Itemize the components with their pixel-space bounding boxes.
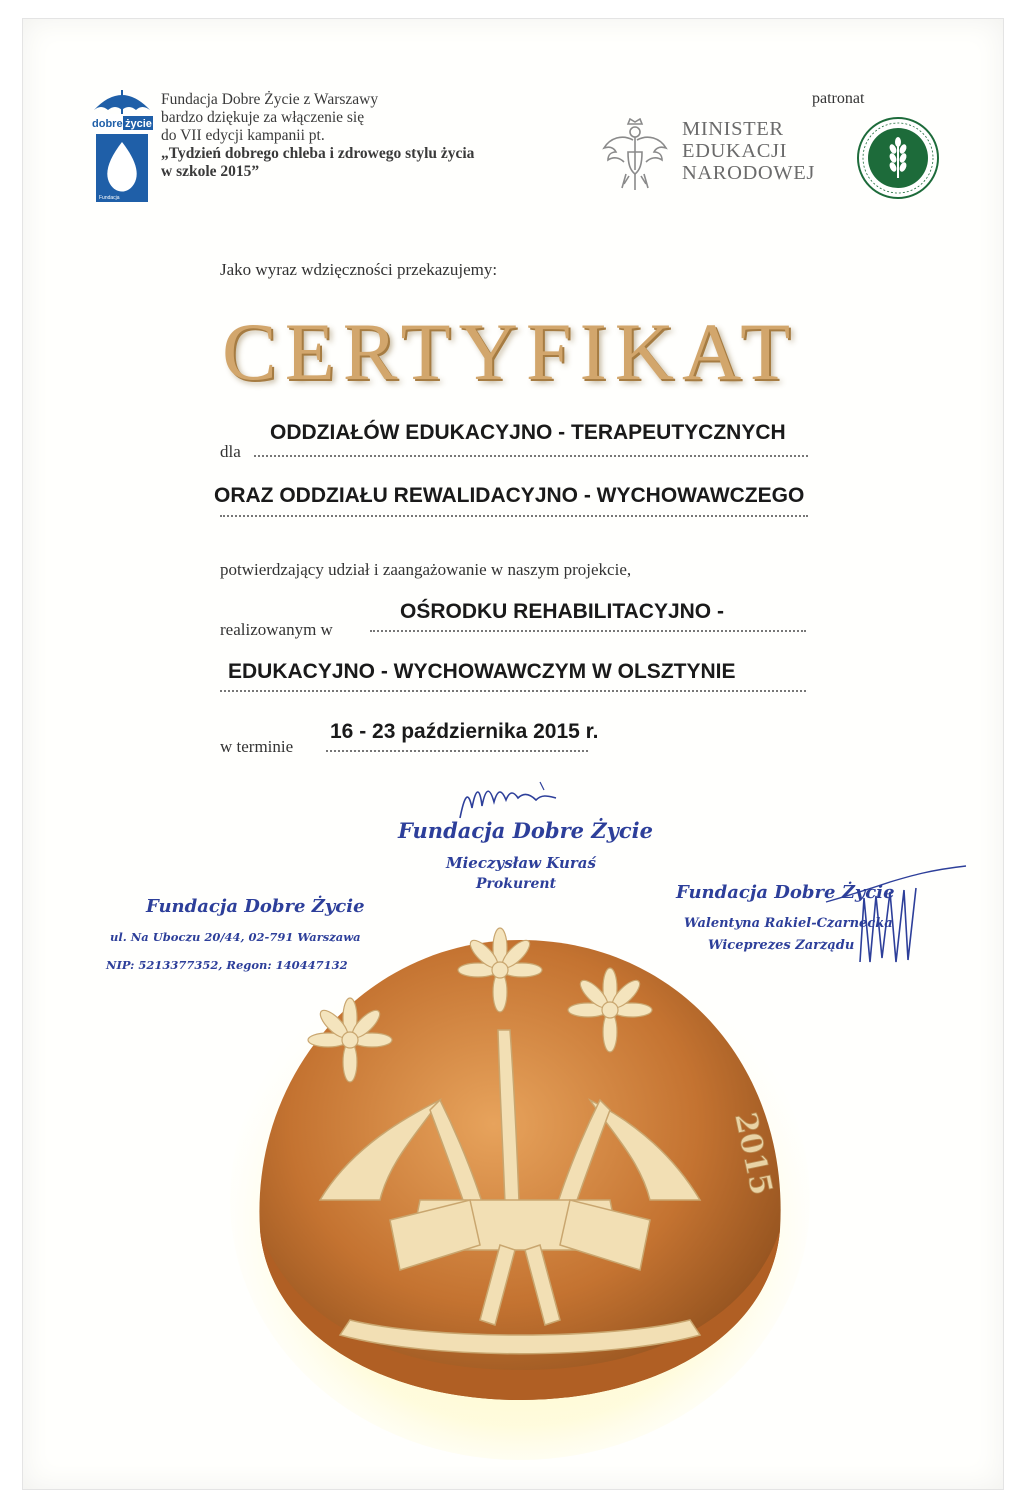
svg-text:życie: życie <box>125 118 152 130</box>
stamp-center-name: Mieczysław Kuraś <box>446 854 596 872</box>
stamp-right-org: Fundacja Dobre Życie <box>676 882 895 903</box>
stamp-left-org: Fundacja Dobre Życie <box>146 896 365 917</box>
svg-text:Fundacja: Fundacja <box>99 195 120 201</box>
polish-eagle-icon <box>600 118 670 192</box>
dobre-zycie-logo <box>90 80 154 202</box>
recipient-line-1: ODDZIAŁÓW EDUKACYJNO - TERAPEUTYCZNYCH <box>270 421 786 444</box>
svg-text:dobre: dobre <box>92 118 123 130</box>
stamp-center-role: Prokurent <box>476 876 557 892</box>
ministry-seal-icon <box>856 116 940 200</box>
dotted-line <box>254 455 808 457</box>
stamp-center-org: Fundacja Dobre Życie <box>398 818 653 843</box>
header-line: do VII edycji kampanii pt. <box>161 127 325 144</box>
confirmation-text: potwierdzający udział i zaangażowanie w naszym projekcie, <box>220 560 632 579</box>
place-line-1: OŚRODKU REHABILITACYJNO - <box>400 600 724 623</box>
stamp-right-name: Walentyna Rakiel-Czarnecka <box>684 916 893 931</box>
decorated-bread-image <box>230 900 810 1460</box>
signature-right <box>820 862 970 972</box>
realized-label: realizowanym w <box>220 620 333 639</box>
ministry-line: MINISTER <box>682 118 784 140</box>
dotted-line <box>326 750 588 752</box>
header-line: Fundacja Dobre Życie z Warszawy <box>161 91 379 108</box>
bread-year: 2015 <box>727 1109 779 1199</box>
patronat-label: patronat <box>812 90 865 107</box>
campaign-title-line: w szkole 2015” <box>161 163 260 180</box>
dla-label: dla <box>220 442 241 461</box>
stamp-left-address: ul. Na Uboczu 20/44, 02-791 Warszawa <box>110 930 361 944</box>
dotted-line <box>370 630 806 632</box>
dotted-line <box>220 515 808 517</box>
stamp-left-nip: NIP: 5213377352, Regon: 140447132 <box>106 958 348 972</box>
ministry-name <box>682 118 815 184</box>
place-line-2: EDUKACYJNO - WYCHOWAWCZYM W OLSZTYNIE <box>228 660 736 683</box>
certificate-title: CERTYFIKAT <box>222 306 799 397</box>
header-line: bardzo dziękuje za włączenie się <box>161 109 365 126</box>
recipient-line-2: ORAZ ODDZIAŁU REWALIDACYJNO - WYCHOWAWCZEGO <box>214 484 805 507</box>
term-value: 16 - 23 października 2015 r. <box>330 720 599 743</box>
dotted-line <box>220 690 806 692</box>
header-thanks-text <box>161 91 474 181</box>
ministry-line: EDUKACJI <box>682 140 788 162</box>
term-label: w terminie <box>220 737 294 756</box>
campaign-title-line: „Tydzień dobrego chleba i zdrowego stylu życia <box>161 145 475 162</box>
stamp-right-role: Wiceprezes Zarządu <box>708 938 855 953</box>
intro-text: Jako wyraz wdzięczności przekazujemy: <box>220 260 498 279</box>
ministry-line: NARODOWEJ <box>682 162 815 184</box>
